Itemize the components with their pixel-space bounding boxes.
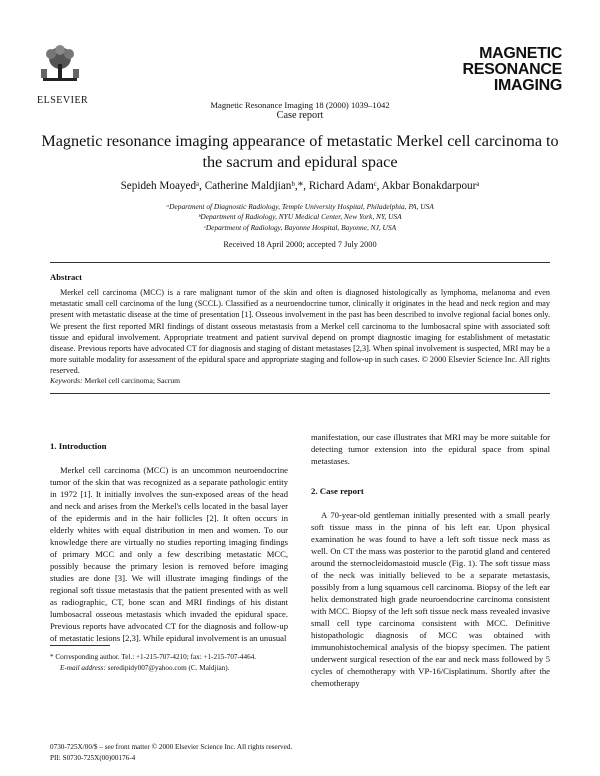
divider-top bbox=[50, 262, 550, 263]
elsevier-tree-logo bbox=[37, 44, 83, 84]
footnote bbox=[50, 652, 288, 673]
article-type: Case report bbox=[276, 110, 324, 121]
journal-logo-line-3: IMAGING bbox=[493, 77, 562, 94]
journal-logo-line-1: MAGNETIC bbox=[479, 45, 562, 62]
intro-heading: 1. Introduction bbox=[50, 441, 107, 451]
author-list: Sepideh Moayedᵃ, Catherine Maldjianᵇ,*, Richard Adamᶜ, Akbar Bonakdarpourᵃ bbox=[120, 180, 480, 192]
journal-logo bbox=[444, 46, 562, 94]
publisher-name: ELSEVIER bbox=[37, 95, 89, 106]
pii-line: PII: S0730-725X(00)00176-4 bbox=[50, 753, 136, 762]
affiliation-a: ᵃDepartment of Diagnostic Radiology, Temple University Hospital, Philadelphia, PA, USA bbox=[166, 202, 434, 211]
affiliations bbox=[0, 202, 600, 233]
received-dates: Received 18 April 2000; accepted 7 July 2000 bbox=[223, 240, 377, 249]
email-label: E-mail address: bbox=[60, 663, 106, 672]
affiliation-b: ᵇDepartment of Radiology, NYU Medical Center, New York, NY, USA bbox=[198, 212, 402, 222]
case-report-paragraph: A 70-year-old gentleman initially presented with a small pearly soft tissue mass in the pinna of his left ear. Upon physical examination he was found to have a left soft tissue neck mass as well. On CT the mass was posterior to the parotid gland and centered around the sternocleidomastoid muscle (Fig. 1). The soft tissue mass of the neck was initially believed to be a separate metastasis, possibly from a lung squamous cell carcinoma. Biopsy of the left ear helix demonstrated high grade neuroendocrine carcinoma consistent with MCC. Biopsy of the left soft tissue neck mass revealed invasive small cell type carcinoma consistent with MCC. Definitive histopathologic diagnosis of MCC was obtained with immunohistochemical analysis of the biopsy specimen. The patient underwent surgical resection of the ear and neck mass followed by 5 cycles of chemotherapy with VP-16/Cisplatinum. Shortly after the chemotherapy bbox=[311, 510, 550, 688]
keywords bbox=[50, 376, 180, 385]
journal-citation: Magnetic Resonance Imaging 18 (2000) 1039–1042 bbox=[210, 100, 390, 110]
abstract-text: Merkel cell carcinoma (MCC) is a rare malignant tumor of the skin and often is diagnosed histologically as lymphoma, melanoma and even metastatic small cell carcinoma of the lung (SCCL). Classified as a neuroendocrine tumor, clinically it originates in the head and neck region and may present with metastatic disease at the time of presentation [1]. Osseous involvement in the past has been described to involve regional facial bones only. We present the first reported MRI findings of distant osseous metastasis from a Merkel cell carcinoma to the lumbosacral spine with associated soft tissue and epidural involvement. Appropriate treatment and patient survival depend on prompt diagnostic imaging for establishment of metastatic disease. Previous reports have advocated CT for diagnosis and staging of distant metastases [2,3]. When spinal involvement is suspected, MRI may be a more suitable modality for assessment of the epidural space and appropriate staging and follow-up in such cases. © 2000 Elsevier Science Inc. All rights reserved. bbox=[50, 288, 550, 376]
email-address: seredipidy007@yahoo.com (C. Maldjian). bbox=[107, 663, 230, 672]
article-title: Magnetic resonance imaging appearance of metastatic Merkel cell carcinoma to the sacrum and epidural space bbox=[41, 132, 559, 171]
journal-logo-line-2: RESONANCE bbox=[462, 61, 562, 78]
keywords-label: Keywords: bbox=[50, 376, 83, 385]
intro-paragraph: Merkel cell carcinoma (MCC) is an uncommon neuroendocrine tumor of the skin that was recognized as a separate pathologic entity in 1972 [1]. It initially involves the sun-exposed areas of the head and neck and arises from the Merkel's cells located in the basal layer of the epidermis and in the hair follicles [2]. It often occurs in elderly whites with equal distribution in men and women. To our knowledge there are virtually no studies reporting imaging findings of primary MCC and only a few describing metastatic MCC, possibly because the primary lesion is removed before imaging studies are done [3]. We will illustrate imaging findings of the regional soft tissue metastasis that the patient presented with as well as radiographic, CT, bone scan and MRI findings of his distant lumbosacral osseous metastasis which invaded the epidural space. Previous reports have advocated CT for the diagnosis and follow-up of metastatic lesions [2,3]. While epidural involvement is an unusual bbox=[50, 465, 288, 643]
intro-continuation: manifestation, our case illustrates that MRI may be more suitable for detecting tumor extension into the epidural space from spinal metastases. bbox=[311, 432, 550, 466]
abstract-heading: Abstract bbox=[50, 272, 82, 282]
left-column bbox=[50, 440, 288, 644]
copyright-line: 0730-725X/00/$ – see front matter © 2000 Elsevier Science Inc. All rights reserved. bbox=[50, 743, 293, 751]
copyright-footer bbox=[50, 742, 292, 763]
affiliation-c: ᶜDepartment of Radiology, Bayonne Hospital, Bayonne, NJ, USA bbox=[203, 222, 397, 232]
case-report-heading: 2. Case report bbox=[311, 486, 364, 496]
divider-bottom bbox=[50, 393, 550, 394]
footnote-rule bbox=[50, 645, 110, 646]
corresponding-author: * Corresponding author. Tel.: +1-215-707-4210; fax: +1-215-707-4464. bbox=[50, 653, 257, 661]
keywords-value: Merkel cell carcinoma; Sacrum bbox=[84, 376, 181, 385]
right-column bbox=[311, 431, 550, 689]
